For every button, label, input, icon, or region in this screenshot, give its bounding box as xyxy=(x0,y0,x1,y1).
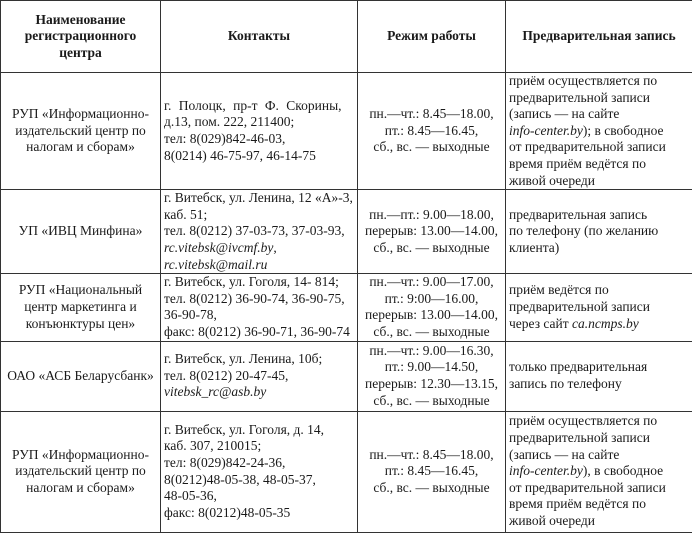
cell-line xyxy=(164,368,354,385)
cell-line xyxy=(164,274,354,291)
text: тел. 8(0212) 36-90-74, 36-90-75, xyxy=(164,291,345,306)
header-line: Режим работы xyxy=(361,28,502,45)
text: от предварительной записи xyxy=(509,139,666,154)
text: г. Витебск, ул. Гоголя, 14- 814; xyxy=(164,274,339,289)
text: перерыв: 13.00—14.00, xyxy=(365,307,498,322)
schedule-cell xyxy=(358,190,506,274)
header-line: Предварительная запись xyxy=(509,28,689,45)
text: д.13, пом. 222, 211400; xyxy=(164,114,294,129)
text: г. Витебск, ул. Ленина, 12 «А»-3, xyxy=(164,190,353,205)
cell-line xyxy=(361,447,502,464)
cell-line xyxy=(509,207,689,224)
text: сб., вс. — выходные xyxy=(373,240,489,255)
text: пн.—чт.: 8.45—18.00, xyxy=(369,447,493,462)
text: тел: 8(029)842-46-03, xyxy=(164,131,285,146)
text: пн.—чт.: 8.45—18.00, xyxy=(369,106,493,121)
text: ), в свободное xyxy=(583,463,663,478)
link-text[interactable]: ca.ncmps.by xyxy=(572,316,639,331)
cell-line xyxy=(361,393,502,410)
text: только предварительная xyxy=(509,359,647,374)
contacts-cell xyxy=(161,341,358,411)
text: пт.: 8.45—16.45, xyxy=(385,463,479,478)
text: (запись — на сайте xyxy=(509,447,619,462)
cell-line xyxy=(164,438,354,455)
text: (запись — на сайте xyxy=(509,106,619,121)
text: перерыв: 13.00—14.00, xyxy=(365,223,498,238)
schedule-cell xyxy=(358,73,506,190)
cell-line xyxy=(361,463,502,480)
contacts-cell xyxy=(161,411,358,532)
cell-line xyxy=(509,73,689,90)
cell-line xyxy=(509,106,689,123)
cell-line xyxy=(361,324,502,341)
booking-cell xyxy=(506,341,692,411)
booking-cell xyxy=(506,274,692,341)
cell-line xyxy=(361,139,502,156)
cell-line xyxy=(361,359,502,376)
text: сб., вс. — выходные xyxy=(373,324,489,339)
cell-line xyxy=(361,343,502,360)
text: пт.: 9.00—14.50, xyxy=(385,359,479,374)
cell-line xyxy=(4,299,157,316)
cell-line xyxy=(164,291,354,308)
cell-line xyxy=(164,422,354,439)
cell-line xyxy=(4,447,157,464)
booking-cell xyxy=(506,411,692,532)
header-line: Контакты xyxy=(164,28,354,45)
center-name xyxy=(1,341,161,411)
cell-line xyxy=(509,316,689,333)
text: предварительной записи xyxy=(509,299,650,314)
cell-line xyxy=(164,505,354,522)
text: конъюнктуры цен» xyxy=(26,316,135,331)
text: приём ведётся по xyxy=(509,282,609,297)
link-text[interactable]: rc.vitebsk@ivcmf.by xyxy=(164,240,273,255)
cell-line xyxy=(509,513,689,530)
header-line: центра xyxy=(4,45,157,62)
table-row xyxy=(1,274,692,341)
cell-line xyxy=(164,190,354,207)
link-text[interactable]: info-center.by xyxy=(509,123,583,138)
text: время приём ведётся по xyxy=(509,156,646,171)
cell-line xyxy=(164,384,354,401)
text: г. Витебск, ул. Ленина, 10б; xyxy=(164,351,322,366)
text: запись по телефону xyxy=(509,376,622,391)
text: пт.: 8.45—16.45, xyxy=(385,123,479,138)
cell-line xyxy=(361,376,502,393)
cell-line xyxy=(164,351,354,368)
text: 8(0212)48-05-38, 48-05-37, xyxy=(164,472,316,487)
cell-line xyxy=(509,447,689,464)
cell-line xyxy=(164,240,354,257)
text: факс: 8(0212) 36-90-71, 36-90-74 xyxy=(164,324,350,339)
text: пн.—пт.: 9.00—18.00, xyxy=(369,207,494,222)
cell-line xyxy=(509,299,689,316)
cell-line xyxy=(4,123,157,140)
contacts-cell xyxy=(161,274,358,341)
schedule-cell xyxy=(358,341,506,411)
header-schedule xyxy=(358,1,506,73)
text: предварительная запись xyxy=(509,207,647,222)
cell-line xyxy=(361,207,502,224)
cell-line xyxy=(164,455,354,472)
text: каб. 307, 210015; xyxy=(164,438,261,453)
text: каб. 51; xyxy=(164,207,207,222)
cell-line xyxy=(4,316,157,333)
cell-line xyxy=(361,223,502,240)
text: клиента) xyxy=(509,240,559,255)
text: , xyxy=(273,240,276,255)
text: приём осуществляется по xyxy=(509,73,657,88)
link-text[interactable]: rc.vitebsk@mail.ru xyxy=(164,257,267,272)
text: тел. 8(0212) 20-47-45, xyxy=(164,368,288,383)
text: г. Витебск, ул. Гоголя, д. 14, xyxy=(164,422,324,437)
cell-line xyxy=(509,463,689,480)
text: приём осуществляется по xyxy=(509,413,657,428)
cell-line xyxy=(4,223,157,240)
cell-line xyxy=(509,282,689,299)
text: факс: 8(0212)48-05-35 xyxy=(164,505,290,520)
cell-line xyxy=(509,376,689,393)
cell-line xyxy=(4,139,157,156)
text: по телефону (по желанию xyxy=(509,223,658,238)
cell-line xyxy=(509,156,689,173)
text: сб., вс. — выходные xyxy=(373,480,489,495)
text: живой очереди xyxy=(509,513,595,528)
cell-line xyxy=(164,223,354,240)
cell-line xyxy=(361,123,502,140)
text: РУП «Информационно- xyxy=(12,447,149,462)
header-name xyxy=(1,1,161,73)
text: пт.: 9:00—16.00, xyxy=(385,291,479,306)
text: налогам и сборам» xyxy=(26,139,135,154)
text: РУП «Национальный xyxy=(19,282,142,297)
contacts-cell xyxy=(161,190,358,274)
header-line: Наименование xyxy=(4,12,157,29)
link-text[interactable]: info-center.by xyxy=(509,463,583,478)
cell-line xyxy=(509,223,689,240)
text: РУП «Информационно- xyxy=(12,106,149,121)
cell-line xyxy=(509,240,689,257)
cell-line xyxy=(164,257,354,274)
text: г. Полоцк, пр-т Ф. Скорины, xyxy=(164,98,342,113)
header-booking xyxy=(506,1,692,73)
text: 8(0214) 46-75-97, 46-14-75 xyxy=(164,148,316,163)
cell-line xyxy=(164,131,354,148)
cell-line xyxy=(361,480,502,497)
cell-line xyxy=(509,430,689,447)
table-row xyxy=(1,341,692,411)
text: пн.—чт.: 9.00—17.00, xyxy=(369,274,493,289)
text: 48-05-36, xyxy=(164,488,217,503)
center-name xyxy=(1,190,161,274)
text: сб., вс. — выходные xyxy=(373,393,489,408)
text: издательский центр по xyxy=(15,123,146,138)
cell-line xyxy=(164,207,354,224)
text: ОАО «АСБ Беларусбанк» xyxy=(7,368,154,383)
cell-line xyxy=(509,359,689,376)
link-text[interactable]: vitebsk_rc@asb.by xyxy=(164,384,266,399)
text: через сайт xyxy=(509,316,572,331)
cell-line xyxy=(509,90,689,107)
text: перерыв: 12.30—13.15, xyxy=(365,376,498,391)
cell-line xyxy=(4,368,157,385)
cell-line xyxy=(164,114,354,131)
cell-line xyxy=(361,240,502,257)
cell-line xyxy=(4,463,157,480)
center-name xyxy=(1,411,161,532)
schedule-cell xyxy=(358,411,506,532)
header-row xyxy=(1,1,692,73)
cell-line xyxy=(4,480,157,497)
center-name xyxy=(1,73,161,190)
text: пн.—чт.: 9.00—16.30, xyxy=(369,343,493,358)
cell-line xyxy=(509,139,689,156)
table-row xyxy=(1,190,692,274)
cell-line xyxy=(361,307,502,324)
text: время приём ведётся по xyxy=(509,496,646,511)
booking-cell xyxy=(506,73,692,190)
cell-line xyxy=(361,106,502,123)
cell-line xyxy=(164,148,354,165)
text: ); в свободное xyxy=(583,123,664,138)
cell-line xyxy=(164,488,354,505)
cell-line xyxy=(509,480,689,497)
header-contacts xyxy=(161,1,358,73)
cell-line xyxy=(509,123,689,140)
cell-line xyxy=(361,291,502,308)
cell-line xyxy=(164,472,354,489)
text: предварительной записи xyxy=(509,430,650,445)
table-row xyxy=(1,411,692,532)
header-line: регистрационного xyxy=(4,28,157,45)
cell-line xyxy=(509,173,689,190)
cell-line xyxy=(509,496,689,513)
text: издательский центр по xyxy=(15,463,146,478)
text: предварительной записи xyxy=(509,90,650,105)
cell-line xyxy=(509,413,689,430)
text: от предварительной записи xyxy=(509,480,666,495)
text: 36-90-78, xyxy=(164,307,217,322)
text: тел: 8(029)842-24-36, xyxy=(164,455,285,470)
schedule-cell xyxy=(358,274,506,341)
cell-line xyxy=(164,307,354,324)
cell-line xyxy=(4,282,157,299)
cell-line xyxy=(164,324,354,341)
cell-line xyxy=(361,274,502,291)
text: налогам и сборам» xyxy=(26,480,135,495)
center-name xyxy=(1,274,161,341)
contacts-cell xyxy=(161,73,358,190)
text: живой очереди xyxy=(509,173,595,188)
text: тел. 8(0212) 37-03-73, 37-03-93, xyxy=(164,223,345,238)
text: центр маркетинга и xyxy=(24,299,137,314)
text: УП «ИВЦ Минфина» xyxy=(19,223,143,238)
cell-line xyxy=(164,98,354,115)
table-row xyxy=(1,73,692,190)
cell-line xyxy=(4,106,157,123)
booking-cell xyxy=(506,190,692,274)
text: сб., вс. — выходные xyxy=(373,139,489,154)
